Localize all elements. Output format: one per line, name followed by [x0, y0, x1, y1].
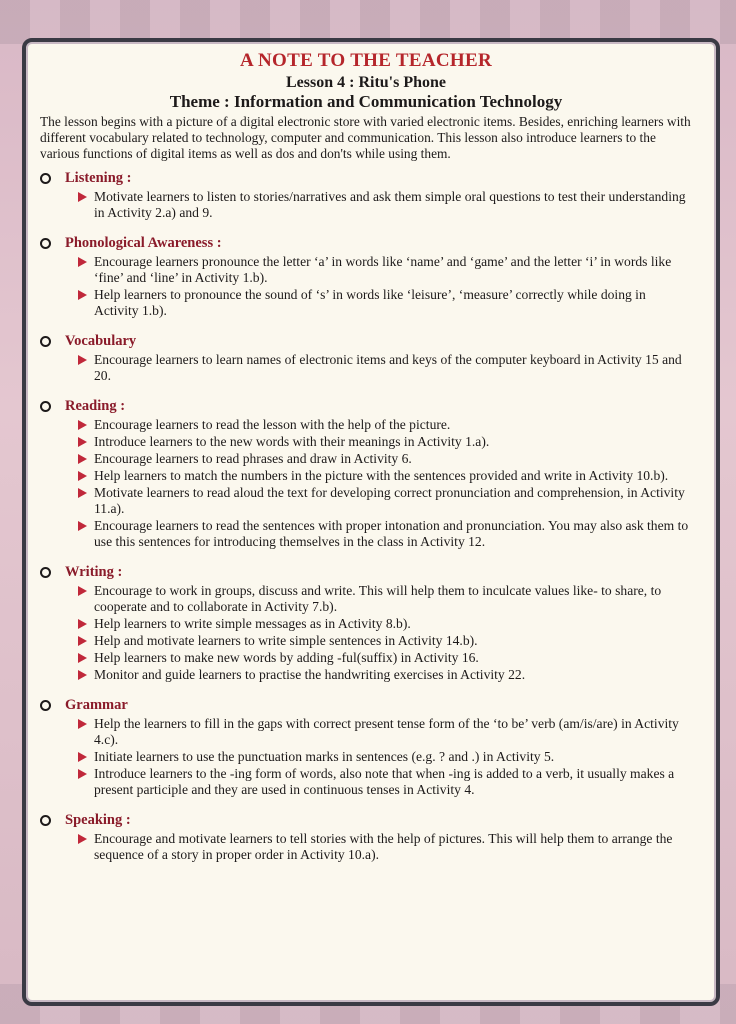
section-items	[40, 189, 692, 221]
section-title: Writing :	[65, 564, 123, 580]
section	[40, 697, 692, 798]
item-text: Encourage learners to read phrases and draw in Activity 6.	[94, 451, 412, 466]
item-text: Encourage and motivate learners to tell stories with the help of pictures. This will help them to arrange the sequence of a story in proper order in Activity 10.a).	[94, 831, 673, 862]
circle-bullet-icon	[40, 173, 51, 184]
item-text: Encourage learners pronounce the letter ‘a’ in words like ‘name’ and ‘game’ and the letter ‘i’ in words like ‘fine’ and ‘line’ in Activity 1.b).	[94, 254, 672, 285]
list-item	[78, 831, 692, 863]
item-text: Encourage learners to read the sentences with proper intonation and pronunciation. You may also ask them to use this sentences for introducing themselves in the class in Activity 12.	[94, 518, 689, 549]
list-item	[78, 254, 692, 286]
list-item	[78, 451, 692, 467]
item-text: Help learners to match the numbers in the picture with the sentences provided and write in Activity 10.b).	[94, 468, 669, 483]
arrow-bullet-icon	[78, 834, 87, 844]
list-item	[78, 667, 692, 683]
arrow-bullet-icon	[78, 454, 87, 464]
section	[40, 333, 692, 384]
list-item	[78, 485, 692, 517]
arrow-bullet-icon	[78, 471, 87, 481]
theme-title: Theme : Information and Communication Technology	[169, 92, 563, 111]
arrow-bullet-icon	[78, 488, 87, 498]
arrow-bullet-icon	[78, 636, 87, 646]
circle-bullet-icon	[40, 401, 51, 412]
page-title: A NOTE TO THE TEACHER	[240, 50, 492, 71]
section-items	[40, 352, 692, 384]
sections-list	[40, 170, 692, 863]
list-item	[78, 716, 692, 748]
section-heading	[40, 564, 692, 581]
list-item	[78, 417, 692, 433]
item-text: Initiate learners to use the punctuation marks in sentences (e.g. ? and .) in Activity 5.	[94, 749, 555, 764]
section-title: Phonological Awareness :	[65, 235, 222, 251]
arrow-bullet-icon	[78, 653, 87, 663]
list-item	[78, 287, 692, 319]
arrow-bullet-icon	[78, 420, 87, 430]
arrow-bullet-icon	[78, 257, 87, 267]
list-item	[78, 766, 692, 798]
arrow-bullet-icon	[78, 752, 87, 762]
arrow-bullet-icon	[78, 437, 87, 447]
arrow-bullet-icon	[78, 355, 87, 365]
lesson-title: Lesson 4 : Ritu's Phone	[285, 74, 447, 91]
item-text: Introduce learners to the -ing form of words, also note that when -ing is added to a verb, it usually makes a present participle and they are used in continuous tenses in Activity 4.	[94, 766, 675, 797]
section-items	[40, 417, 692, 550]
list-item	[78, 650, 692, 666]
section-title: Speaking :	[65, 812, 131, 828]
arrow-bullet-icon	[78, 521, 87, 531]
section-title: Vocabulary	[65, 333, 137, 349]
list-item	[78, 633, 692, 649]
item-text: Encourage to work in groups, discuss and write. This will help them to inculcate values like- to share, to cooperate and to collaborate in Activity 7.b).	[94, 583, 662, 614]
list-item	[78, 434, 692, 450]
circle-bullet-icon	[40, 815, 51, 826]
section-items	[40, 583, 692, 683]
section	[40, 398, 692, 550]
circle-bullet-icon	[40, 336, 51, 347]
circle-bullet-icon	[40, 567, 51, 578]
intro-paragraph: The lesson begins with a picture of a digital electronic store with varied electronic items. Besides, enriching learners with different vocabulary related to technology, computer and communication. This lesson also introduce learners to the various functions of digital items as well as dos and don'ts while using them.	[40, 114, 691, 161]
item-text: Motivate learners to read aloud the text for developing correct pronunciation and comprehension, in Activity 11.a).	[94, 485, 685, 516]
item-text: Motivate learners to listen to stories/narratives and ask them simple oral questions to test their understanding in Activity 2.a) and 9.	[94, 189, 686, 220]
item-text: Encourage learners to learn names of electronic items and keys of the computer keyboard in Activity 15 and 20.	[94, 352, 682, 383]
section-items	[40, 254, 692, 319]
list-item	[78, 518, 692, 550]
section	[40, 564, 692, 683]
list-item	[78, 749, 692, 765]
section-items	[40, 831, 692, 863]
arrow-bullet-icon	[78, 719, 87, 729]
list-item	[78, 189, 692, 221]
item-text: Help the learners to fill in the gaps with correct present tense form of the ‘to be’ verb (am/is/are) in Activity 4.c).	[94, 716, 679, 747]
arrow-bullet-icon	[78, 670, 87, 680]
arrow-bullet-icon	[78, 192, 87, 202]
section-heading	[40, 333, 692, 350]
section-title: Listening :	[65, 170, 132, 186]
section-heading	[40, 697, 692, 714]
circle-bullet-icon	[40, 238, 51, 249]
section-items	[40, 716, 692, 798]
arrow-bullet-icon	[78, 619, 87, 629]
item-text: Help and motivate learners to write simple sentences in Activity 14.b).	[94, 633, 478, 648]
arrow-bullet-icon	[78, 290, 87, 300]
item-text: Help learners to make new words by adding -ful(suffix) in Activity 16.	[94, 650, 479, 665]
section-title: Reading :	[65, 398, 126, 414]
section	[40, 235, 692, 319]
circle-bullet-icon	[40, 700, 51, 711]
section	[40, 170, 692, 221]
item-text: Encourage learners to read the lesson with the help of the picture.	[94, 417, 451, 432]
arrow-bullet-icon	[78, 769, 87, 779]
section-heading	[40, 235, 692, 252]
note-content	[40, 50, 692, 877]
section-heading	[40, 812, 692, 829]
section-heading	[40, 398, 692, 415]
section-heading	[40, 170, 692, 187]
list-item	[78, 352, 692, 384]
section-title: Grammar	[65, 697, 128, 713]
item-text: Monitor and guide learners to practise the handwriting exercises in Activity 22.	[94, 667, 526, 682]
list-item	[78, 468, 692, 484]
section	[40, 812, 692, 863]
list-item	[78, 583, 692, 615]
item-text: Introduce learners to the new words with their meanings in Activity 1.a).	[94, 434, 490, 449]
list-item	[78, 616, 692, 632]
arrow-bullet-icon	[78, 586, 87, 596]
item-text: Help learners to pronounce the sound of ‘s’ in words like ‘leisure’, ‘measure’ correctly while doing in Activity 1.b).	[94, 287, 646, 318]
item-text: Help learners to write simple messages as in Activity 8.b).	[94, 616, 411, 631]
